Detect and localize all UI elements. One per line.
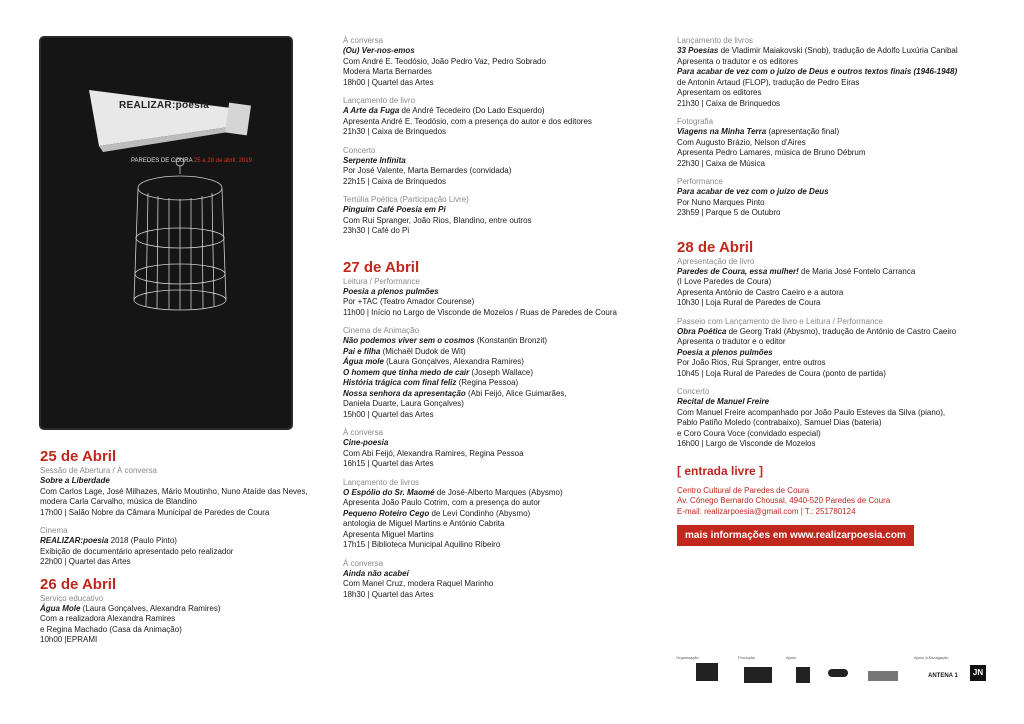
- event-line: 21h30 | Caixa de Brinquedos: [343, 127, 447, 136]
- event-title: (Ou) Ver-nos-emos: [343, 46, 415, 55]
- event-category: Concerto: [677, 387, 710, 396]
- film-title: Nossa senhora da apresentação: [343, 388, 466, 398]
- day-heading-27: 27 de Abril: [343, 258, 420, 276]
- film-author: (Konstantin Bronzit): [474, 336, 548, 345]
- event-line: 16h15 | Quartel das Artes: [343, 459, 434, 468]
- support-label: Apoio: [786, 655, 797, 660]
- day-heading-25: 25 de Abril: [40, 448, 117, 465]
- event-title: O Espólio do Sr. Maomé: [343, 487, 435, 497]
- event-title: Serpente Infinita: [343, 155, 406, 165]
- event-line: Com Manuel Freire acompanhado por João Paulo Esteves da Silva (piano),: [677, 407, 946, 417]
- day-heading-28: 28 de Abril: [677, 238, 754, 256]
- event-title: Poesia a plenos pulmões: [677, 347, 773, 357]
- event-category: Leitura / Performance: [343, 276, 420, 286]
- event-block: [677, 317, 997, 380]
- event-category: Lançamento de livros: [343, 477, 420, 487]
- event-category: Sessão de Abertura / À conversa: [40, 466, 157, 475]
- event-category: Apresentação de livro: [677, 256, 755, 266]
- event-line: Apresenta o tradutor e os editores: [677, 56, 798, 66]
- free-entry-label: [ entrada livre ]: [677, 463, 764, 478]
- event-line: 15h00 | Quartel das Artes: [343, 409, 434, 419]
- event-line: Por José Valente, Marta Bernardes (convidada): [343, 166, 512, 175]
- event-title: Para acabar de vez com o juízo de Deus e outros textos finais (1946-1948): [677, 67, 958, 76]
- event-title: Sobre a Liberdade: [40, 476, 110, 485]
- film-author: (Joseph Wallace): [469, 367, 533, 377]
- poster-subtitle: [131, 158, 252, 164]
- event-title-rest: (apresentação final): [766, 127, 840, 136]
- event-title-rest: de Levi Condinho (Abysmo): [429, 508, 531, 518]
- event-title: 33 Poesias: [677, 46, 719, 55]
- event-line: 17h15 | Biblioteca Municipal Aquilino Ribeiro: [343, 540, 501, 549]
- event-line: 11h00 | Início no Largo de Visconde de Mozelos / Ruas de Paredes de Coura: [343, 307, 617, 317]
- more-info-link[interactable]: mais informações em www.realizarpoesia.com: [677, 525, 914, 546]
- event-category: Passeio com Lançamento de livro e Leitura / Performance: [677, 316, 883, 326]
- film-author: (Michaël Dudok de Wit): [380, 346, 466, 356]
- column-26-27-april: [343, 36, 661, 608]
- event-block: [677, 117, 997, 169]
- event-category: Cinema: [40, 526, 68, 535]
- event-line: modera Carla Carvalho, música de Blandino: [40, 497, 197, 506]
- event-line: Com André E. Teodósio, João Pedro Vaz, Pedro Sobrado: [343, 56, 546, 66]
- event-title-rest: 2018 (Paulo Pinto): [108, 536, 177, 545]
- event-category: Cinema de Animação: [343, 326, 420, 335]
- antena1-logo: ANTENA 1: [928, 673, 958, 679]
- event-line: Com Carlos Lage, José Milhazes, Mário Moutinho, Nuno Ataíde das Neves,: [40, 486, 308, 496]
- event-line: de Antonin Artaud (FLOP), tradução de Pedro Eiras: [677, 77, 860, 87]
- event-line: Com Abi Feijó, Alexandra Ramires, Regina Pessoa: [343, 448, 524, 458]
- event-line: Com Rui Spranger, João Rios, Blandino, entre outros: [343, 215, 532, 225]
- event-block: [343, 195, 661, 237]
- event-block: [343, 96, 661, 138]
- event-title: A Arte da Fuga: [343, 106, 400, 115]
- film-title: Não podemos viver sem o cosmos: [343, 336, 475, 345]
- event-block: [343, 326, 661, 420]
- event-block: [343, 146, 661, 188]
- film-title: O homem que tinha medo de cair: [343, 367, 470, 377]
- venue-name: Centro Cultural de Paredes de Coura: [677, 485, 810, 495]
- event-title: Para acabar de vez com o juízo de Deus: [677, 187, 829, 196]
- event-line: 10h00 |EPRAMI: [40, 635, 98, 644]
- poster-place: PAREDES DE COURA: [131, 158, 193, 164]
- event-line: Apresenta João Paulo Cotrim, com a presença do autor: [343, 498, 541, 507]
- event-line: 22h15 | Caixa de Brinquedos: [343, 176, 447, 186]
- event-line: Apresenta o tradutor e o editor: [677, 337, 786, 346]
- event-block: [343, 478, 661, 551]
- event-line: 17h00 | Salão Nobre da Câmara Municipal de Paredes de Coura: [40, 507, 270, 517]
- event-title-rest: de Vladimir Maiakovski (Snob), tradução de Adolfo Luxúria Canibal: [718, 46, 958, 55]
- event-line: Daniela Duarte, Laura Gonçalves): [343, 399, 464, 408]
- day-heading-26: 26 de Abril: [40, 575, 117, 593]
- festival-poster: [41, 38, 291, 428]
- event-title: Viagens na Minha Terra: [677, 127, 767, 136]
- event-title: Cine-poesia: [343, 438, 389, 447]
- event-category: À conversa: [343, 428, 384, 437]
- film-author: (Regina Pessoa): [456, 378, 519, 387]
- event-title: Recital de Manuel Freire: [677, 397, 770, 406]
- event-line: Modera Marta Bernardes: [343, 67, 432, 76]
- event-line: 22h30 | Caixa de Música: [677, 158, 765, 168]
- event-block: [677, 177, 997, 219]
- event-category: Lançamento de livro: [343, 96, 416, 105]
- event-title: Ainda não acabei: [343, 568, 409, 578]
- event-title: REALIZAR:poesia: [40, 536, 109, 545]
- event-block: [343, 428, 661, 470]
- event-category: Concerto: [343, 145, 376, 155]
- jn-logo: JN: [970, 665, 986, 681]
- event-line: 16h00 | Largo de Visconde de Mozelos: [677, 439, 816, 448]
- event-line: Apresenta Miguel Martins: [343, 529, 434, 539]
- cultural-logo: [828, 669, 848, 677]
- event-category: À conversa: [343, 36, 384, 45]
- event-line: 23h59 | Parque 5 de Outubro: [677, 208, 781, 217]
- film-author: (Laura Gonçalves, Alexandra Ramires): [383, 357, 524, 366]
- event-line: 10h30 | Loja Rural de Paredes de Coura: [677, 298, 821, 307]
- event-line: 21h30 | Caixa de Brinquedos: [677, 98, 781, 108]
- event-line: Por Nuno Marques Pinto: [677, 197, 765, 207]
- event-line: 22h00 | Quartel das Artes: [40, 557, 131, 566]
- event-line: e Coro Coura Voce (convidado especial): [677, 428, 821, 438]
- event-category: Lançamento de livros: [677, 36, 754, 45]
- partner-logo: [868, 671, 898, 681]
- event-block: [40, 466, 330, 518]
- sponsor-strip: [676, 655, 986, 695]
- organization-label: Organização: [676, 655, 699, 660]
- venue-address: Av. Cónego Bernardo Chousal, 4940-520 Paredes de Coura: [677, 496, 891, 505]
- event-line: Pablo Patiño Moledo (contrabaixo), Samuel Dias (bateria): [677, 418, 882, 427]
- event-line: 23h30 | Café do Pi: [343, 226, 410, 235]
- event-title: Poesia a plenos pulmões: [343, 286, 439, 296]
- event-category: Tertúlia Poética (Participação Livre): [343, 195, 469, 204]
- event-block: [343, 277, 661, 319]
- event-line: Apresenta Pedro Lamares, música de Bruno Débrum: [677, 148, 866, 157]
- column-27-28-april: [677, 36, 997, 546]
- event-title-rest: de Maria José Fontelo Carranca: [798, 266, 916, 276]
- event-block: [343, 559, 661, 601]
- event-title: Água Mole: [40, 603, 81, 613]
- column-25-26-april: [40, 448, 330, 654]
- event-category: Performance: [677, 177, 723, 186]
- event-line: Com a realizadora Alexandra Ramires: [40, 614, 176, 623]
- event-block: [677, 36, 997, 109]
- birdcage-icon: [134, 158, 226, 310]
- event-line: Por João Rios, Rui Spranger, entre outros: [677, 358, 826, 367]
- production-label: Produção: [738, 655, 756, 660]
- poster-dates: 25 a 28 de abril, 2019: [193, 158, 252, 164]
- poster-title: REALIZAR:poesia: [119, 100, 210, 111]
- event-block: [677, 387, 997, 450]
- event-line: e Regina Machado (Casa da Animação): [40, 624, 182, 634]
- event-block: [343, 36, 661, 88]
- event-title: Paredes de Coura, essa mulher!: [677, 266, 799, 276]
- film-author: (Abi Feijó, Alice Guimarães,: [465, 388, 567, 398]
- event-line: Exibição de documentário apresentado pelo realizador: [40, 546, 234, 556]
- film-title: História trágica com final feliz: [343, 378, 457, 387]
- event-title-rest: de André Tecedeiro (Do Lado Esquerdo): [399, 106, 545, 115]
- event-line: Por +TAC (Teatro Amador Courense): [343, 297, 475, 306]
- event-line: Apresentam os editores: [677, 88, 762, 97]
- municipality-logo: [696, 663, 718, 681]
- event-line: Apresenta André E. Teodósio, com a presença do autor e dos editores: [343, 116, 592, 126]
- event-line: antologia de Miguel Martins e António Cabrita: [343, 519, 505, 528]
- media-support-label: Apoio à Divulgação: [914, 655, 949, 660]
- event-title: Obra Poética: [677, 326, 727, 336]
- event-category: Serviço educativo: [40, 593, 104, 603]
- contact-line: E-mail: realizarpoesia@gmail.com | T.: 251780124: [677, 506, 856, 516]
- festival-logo: [796, 667, 810, 683]
- event-block: [40, 594, 330, 646]
- event-line: 18h00 | Quartel das Artes: [343, 77, 434, 87]
- event-title-rest: de Georg Trakl (Abysmo), tradução de António de Castro Caeiro: [726, 326, 957, 336]
- event-title: Pequeno Roteiro Cego: [343, 508, 430, 518]
- event-category: À conversa: [343, 558, 384, 568]
- event-title-rest: de José-Alberto Marques (Abysmo): [434, 487, 563, 497]
- event-line: 10h45 | Loja Rural de Paredes de Coura (ponto de partida): [677, 368, 886, 378]
- event-line: Com Manel Cruz, modera Raquel Marinho: [343, 579, 494, 588]
- event-line: Apresenta António de Castro Caeiro e a autora: [677, 287, 844, 297]
- event-category: Fotografia: [677, 117, 714, 126]
- event-title-rest: (Laura Gonçalves, Alexandra Ramires): [80, 603, 221, 613]
- event-block: [677, 257, 997, 309]
- producer-logo: [744, 667, 772, 683]
- event-block: [40, 526, 330, 568]
- event-line: 18h30 | Quartel das Artes: [343, 589, 434, 599]
- film-title: Água mole: [343, 357, 384, 366]
- saw-icon: [41, 38, 291, 428]
- event-title: Pinguim Café Poesia em Pi: [343, 205, 446, 214]
- event-line: Com Augusto Brázio, Nelson d'Aires: [677, 137, 806, 147]
- film-title: Pai e filha: [343, 346, 381, 356]
- event-line: (I Love Paredes de Coura): [677, 277, 772, 286]
